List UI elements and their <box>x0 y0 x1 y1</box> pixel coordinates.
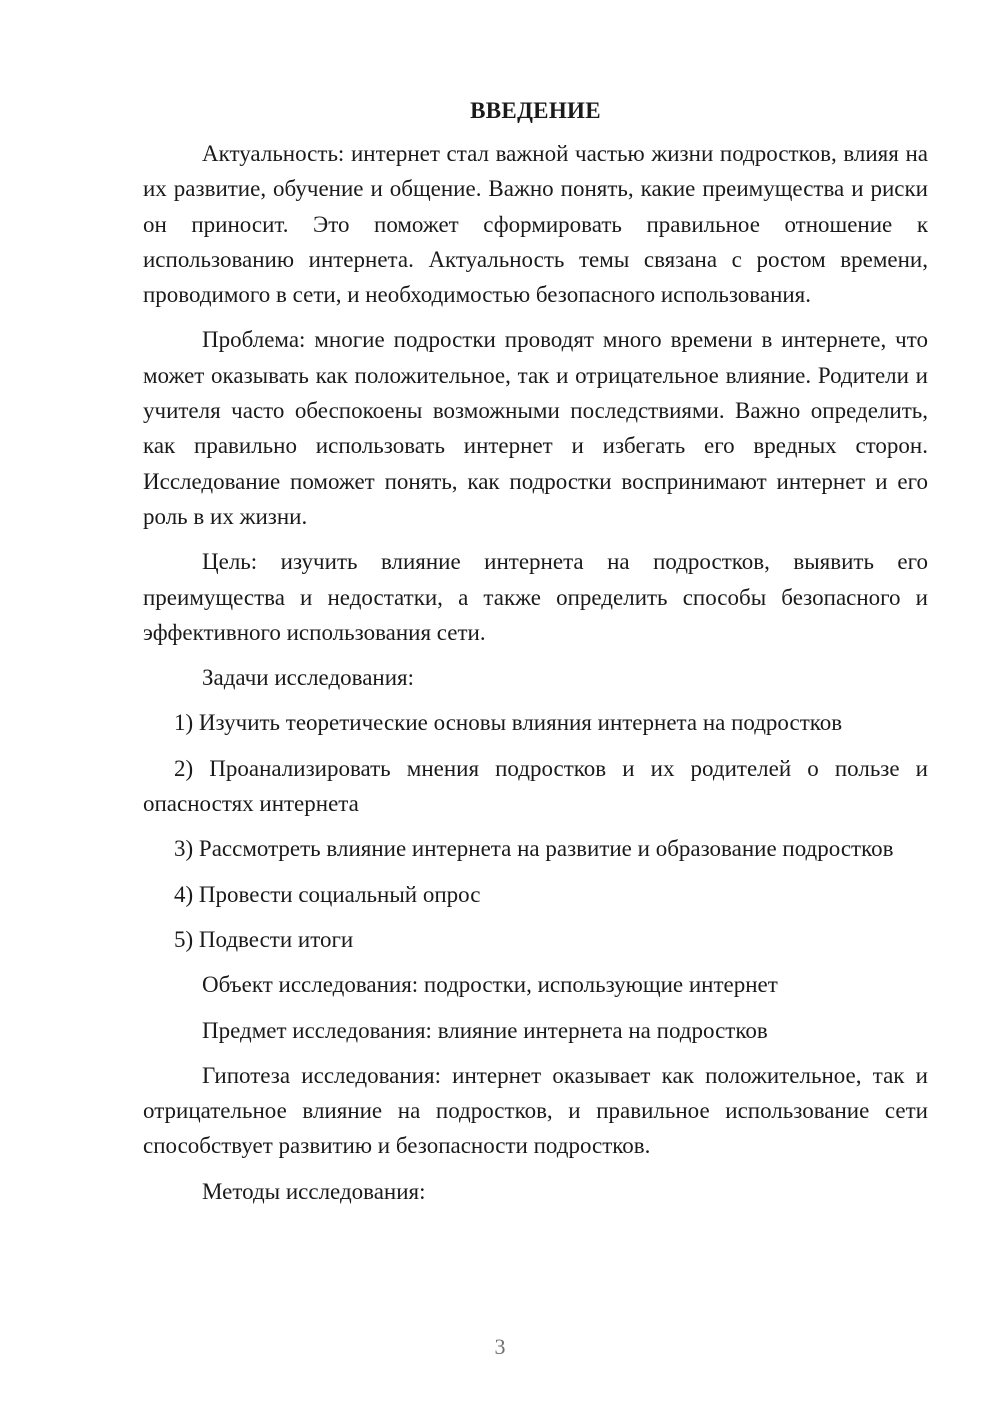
task-list-item: 2) Проанализировать мнения подростков и их родителей о пользе и опасностях интернета <box>143 755 928 817</box>
task-list-item: 4) Провести социальный опрос <box>174 881 481 907</box>
task-list-item: 5) Подвести итоги <box>174 926 354 952</box>
paragraph-goal: Цель: изучить влияние интернета на подростков, выявить его преимущества и недостатки, а также определить способы безопасного и эффективного использования сети. <box>143 549 928 645</box>
paragraph-problem: Проблема: многие подростки проводят много времени в интернете, что может оказывать как положительное, так и отрицательное влияние. Родители и учителя часто обеспокоены возможными последствиями. Важно определить, как правильно использовать интернет и избегать его вредных сторон. Исследование поможет понять, как подростки воспринимают интернет и его роль в их жизни. <box>143 327 928 529</box>
paragraph-relevance: Актуальность: интернет стал важной частью жизни подростков, влияя на их развитие, обучение и общение. Важно понять, какие преимущества и риски он приносит. Это поможет сформировать правильное отношение к использованию интернета. Актуальность темы связана с ростом времени, проводимого в сети, и необходимостью безопасного использования. <box>143 141 928 308</box>
task-list-item: 1) Изучить теоретические основы влияния интернета на подростков <box>174 710 843 736</box>
paragraph-object: Объект исследования: подростки, использующие интернет <box>202 972 778 998</box>
page-number: 3 <box>494 1334 506 1359</box>
paragraph-methods: Методы исследования: <box>202 1178 426 1204</box>
task-list-item: 3) Рассмотреть влияние интернета на развитие и образование подростков <box>174 836 894 862</box>
paragraph-subject: Предмет исследования: влияние интернета на подростков <box>202 1017 768 1043</box>
page-content <box>143 96 928 1219</box>
paragraph-tasks-heading: Задачи исследования: <box>202 665 415 691</box>
paragraph-hypothesis: Гипотеза исследования: интернет оказывает как положительное, так и отрицательное влияние на подростков, и правильное использование сети способствует развитию и безопасности подростков. <box>143 1062 928 1159</box>
section-title: ВВЕДЕНИЕ <box>470 98 601 123</box>
